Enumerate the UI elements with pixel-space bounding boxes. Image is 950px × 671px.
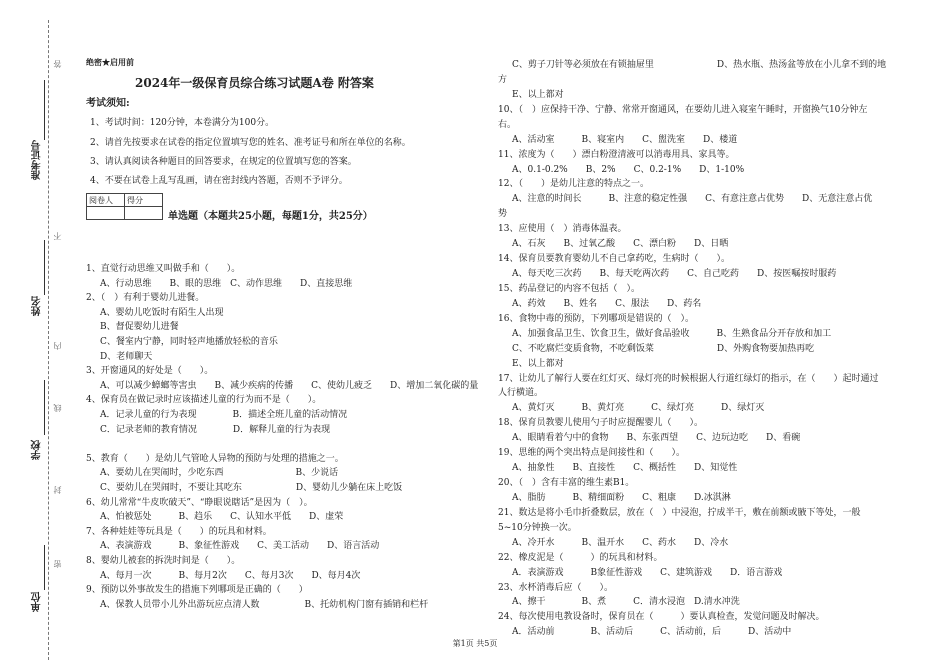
question-line: A、表演游戏 B、象征性游戏 C、美工活动 D、语言活动 bbox=[100, 541, 380, 552]
question-line: 17、让幼儿了解行人要在红灯灭、绿灯亮的时候根据人行道红绿灯的指示，在（ ）起时通过 bbox=[498, 373, 879, 384]
seal-char: 封 bbox=[53, 486, 62, 494]
seal-char: 不 bbox=[53, 232, 62, 240]
question-line: 方 bbox=[498, 74, 508, 85]
question-line: 14、保育员要教育婴幼儿不自己拿药吃，生病时（ ）。 bbox=[498, 254, 730, 265]
question-line: 23、水杯消毒后应（ ）。 bbox=[498, 582, 613, 593]
seal-line bbox=[48, 20, 49, 660]
question-line: 4、保育员在做记录时应该描述儿童的行为而不是（ ）。 bbox=[86, 395, 322, 406]
question-line: 15、药品登记的内容不包括（ ）。 bbox=[498, 283, 640, 294]
question-line: A、擦干 B、煮 C．清水浸泡 D.清水冲洗 bbox=[512, 597, 740, 608]
question-line: E、以上都对 bbox=[512, 89, 564, 100]
question-line: A、活动室 B、寝室内 C、盥洗室 D、楼道 bbox=[512, 134, 738, 145]
question-line: 6、幼儿常常“牛皮吹破天”、“睁眼说瞎话”是因为（ ）。 bbox=[86, 497, 313, 508]
question-line: 5~10分钟换一次。 bbox=[498, 522, 577, 533]
secret-mark: 绝密★启用前 bbox=[86, 57, 134, 67]
question-line: 22、橡皮泥是（ ）的玩具和材料。 bbox=[498, 552, 663, 563]
seal-char: 密 bbox=[53, 560, 62, 568]
question-line: 10、（ ）应保持干净、宁静、常常开窗通风，在要幼儿进入寝室午睡时，开窗换气10分钟左 bbox=[498, 104, 868, 115]
seal-char: 答 bbox=[53, 60, 62, 68]
notice-heading: 考试须知: bbox=[86, 98, 130, 109]
question-line: 势 bbox=[498, 209, 508, 220]
question-line: A、抽象性 B、直接性 C、概括性 D、知觉性 bbox=[512, 463, 738, 474]
label-name: 姓名 bbox=[32, 296, 43, 316]
question-line: 1、直觉行动思维又叫做手和（ ）。 bbox=[86, 264, 241, 274]
question-line: A、黄灯灭 B、黄灯亮 C、绿灯亮 D、绿灯灭 bbox=[512, 403, 765, 414]
question-line: 9、预防以外事故发生的措施下列哪项是正确的（ ） bbox=[86, 585, 308, 596]
score-blank[interactable] bbox=[125, 207, 163, 220]
question-line: 右。 bbox=[498, 119, 517, 130]
question-line: 人行横道。 bbox=[498, 388, 544, 399]
question-line: 8、婴幼儿被套的拆洗时间是（ ）。 bbox=[86, 556, 241, 566]
question-line: A、加强食品卫生、饮食卫生，做好食品验收 B、生熟食品分开存放和加工 bbox=[512, 328, 832, 339]
unit-blank bbox=[44, 545, 45, 590]
score-cell: 得分 bbox=[125, 194, 163, 207]
score-table bbox=[86, 193, 163, 220]
question-line: C、餐室内宁静，同时轻声地播放轻松的音乐 bbox=[100, 337, 278, 347]
question-line: D、老师聊天 bbox=[100, 351, 153, 362]
question-line: E、以上都对 bbox=[512, 358, 564, 369]
exam-number-blank bbox=[44, 80, 45, 140]
question-line: B、督促婴幼儿进餐 bbox=[100, 322, 179, 333]
question-line: A、石灰 B、过氧乙酸 C、漂白粉 D、日晒 bbox=[512, 239, 729, 250]
question-line: A、0.1-0.2% B、2% C、0.2-1% D、1-10% bbox=[512, 164, 745, 175]
question-line: 2、（ ）有利于婴幼儿进餐。 bbox=[86, 293, 205, 304]
label-school: 学校 bbox=[32, 440, 43, 460]
label-exam-number: 准考证号 bbox=[32, 140, 43, 180]
question-line: 3、开窗通风的好处是（ ）。 bbox=[86, 366, 214, 377]
question-line: C、不吃腐烂变质食物，不吃剩饭菜 D、外购食物要加热再吃 bbox=[512, 343, 815, 354]
question-line: A、药效 B、姓名 C、服法 D、药名 bbox=[512, 298, 702, 309]
question-line: A．活动前 B、活动后 C、活动前，后 D、活动中 bbox=[512, 627, 792, 638]
binding-margin bbox=[0, 0, 70, 671]
school-blank bbox=[44, 380, 45, 435]
section-title: 单选题（本题共25小题，每题1分，共25分） bbox=[168, 211, 373, 222]
question-line: A、可以减少蟑螂等害虫 B、减少疾病的传播 C、使幼儿疲乏 D、增加二氧化碳的量 bbox=[100, 380, 479, 391]
question-line: C、要幼儿在哭闹时，不要让其吃东 D、婴幼儿少躺在床上吃饭 bbox=[100, 483, 403, 493]
question-line: 24、每次使用电教设备时，保育员在（ ）要认真检查，发觉问题及时解决。 bbox=[498, 612, 825, 623]
question-line: C、剪子刀针等必须放在有锁抽屉里 D、热水瓶、热汤盆等放在小儿拿不到的地 bbox=[512, 60, 887, 70]
seal-char: 线 bbox=[53, 404, 62, 412]
label-unit: 单位 bbox=[32, 592, 43, 612]
question-line: C．记录老师的教育情况 D．解释儿童的行为表现 bbox=[100, 424, 331, 435]
question-line: A、脂肪 B、精细面粉 C、粗康 D.冰淇淋 bbox=[512, 492, 731, 503]
question-line: A．记录儿童的行为表现 B．描述全班儿童的活动情况 bbox=[100, 410, 348, 420]
question-line: A、婴幼儿吃饭时有陌生人出现 bbox=[100, 307, 224, 318]
page-title: 2024年一级保育员综合练习试题A卷 附答案 bbox=[135, 76, 374, 90]
notice-item: 1、考试时间：120分钟，本卷满分为100分。 bbox=[90, 118, 275, 128]
question-line: 19、思维的两个突出特点是间接性和（ ）。 bbox=[498, 448, 685, 459]
question-line: A、每月一次 B、每月2次 C、每月3次 D、每月4次 bbox=[100, 570, 361, 581]
question-line: 16、食物中毒的预防，下列哪项是错误的（ ）。 bbox=[498, 313, 694, 324]
question-line: A、注意的时间长 B、注意的稳定性强 C、有意注意占优势 D、无意注意占优 bbox=[512, 194, 873, 205]
reviewer-cell: 阅卷人 bbox=[87, 194, 125, 207]
question-line: A、眼睛看着勺中的食物 B、东张西望 C、边玩边吃 D、看碗 bbox=[512, 433, 801, 444]
notice-item: 3、请认真阅读各种题目的回答要求，在规定的位置填写您的答案。 bbox=[90, 157, 357, 167]
page-footer: 第1页 共5页 bbox=[452, 639, 498, 648]
reviewer-blank[interactable] bbox=[87, 207, 125, 220]
notice-item: 2、请首先按要求在试卷的指定位置填写您的姓名、准考证号和所在单位的名称。 bbox=[90, 138, 411, 148]
question-line: A．表演游戏 B象征性游戏 C、建筑游戏 D．语言游戏 bbox=[512, 567, 783, 578]
question-line: 13、应使用（ ）消毒体温表。 bbox=[498, 224, 627, 235]
question-line: 21、数达是将小毛巾折叠数层，放在（ ）中浸泡，拧成半干，敷在前额或腋下等处，一般 bbox=[498, 507, 861, 518]
question-line: 12、（ ）是幼儿注意的特点之一。 bbox=[498, 179, 649, 190]
question-line: A、要幼儿在哭闹时，少吃东西 B、少说话 bbox=[100, 468, 339, 479]
question-line: A、保教人员带小儿外出游玩应点清人数 B、托幼机构门窗有插销和栏杆 bbox=[100, 599, 429, 610]
question-line: A、冷开水 B、温开水 C、药水 D、冷水 bbox=[512, 537, 729, 548]
seal-char: 内 bbox=[53, 342, 62, 350]
question-line: 11、浓度为（ ）漂白粉澄清液可以消毒用具、家具等。 bbox=[498, 149, 735, 160]
question-line: A、怕被惩处 B、趋乐 C、认知水平低 D、虚荣 bbox=[100, 512, 344, 523]
question-line: A、每天吃三次药 B、每天吃两次药 C、自己吃药 D、按医嘱按时服药 bbox=[512, 269, 837, 280]
notice-item: 4、不要在试卷上乱写乱画，请在密封线内答题，否则不予评分。 bbox=[90, 176, 348, 186]
question-line: 20、（ ）含有丰富的维生素B1。 bbox=[498, 478, 635, 489]
name-blank bbox=[44, 240, 45, 295]
question-line: A、行动思维 B、眼的思维 C、动作思维 D、直接思维 bbox=[100, 278, 353, 289]
question-line: 5、教育（ ）是幼儿气管呛人异物的预防与处理的措施之一。 bbox=[86, 453, 344, 464]
question-line: 18、保育员教婴儿使用勺子时应提醒婴儿（ ）。 bbox=[498, 418, 703, 429]
question-line: 7、各种娃娃等玩具是（ ）的玩具和材料。 bbox=[86, 526, 272, 537]
